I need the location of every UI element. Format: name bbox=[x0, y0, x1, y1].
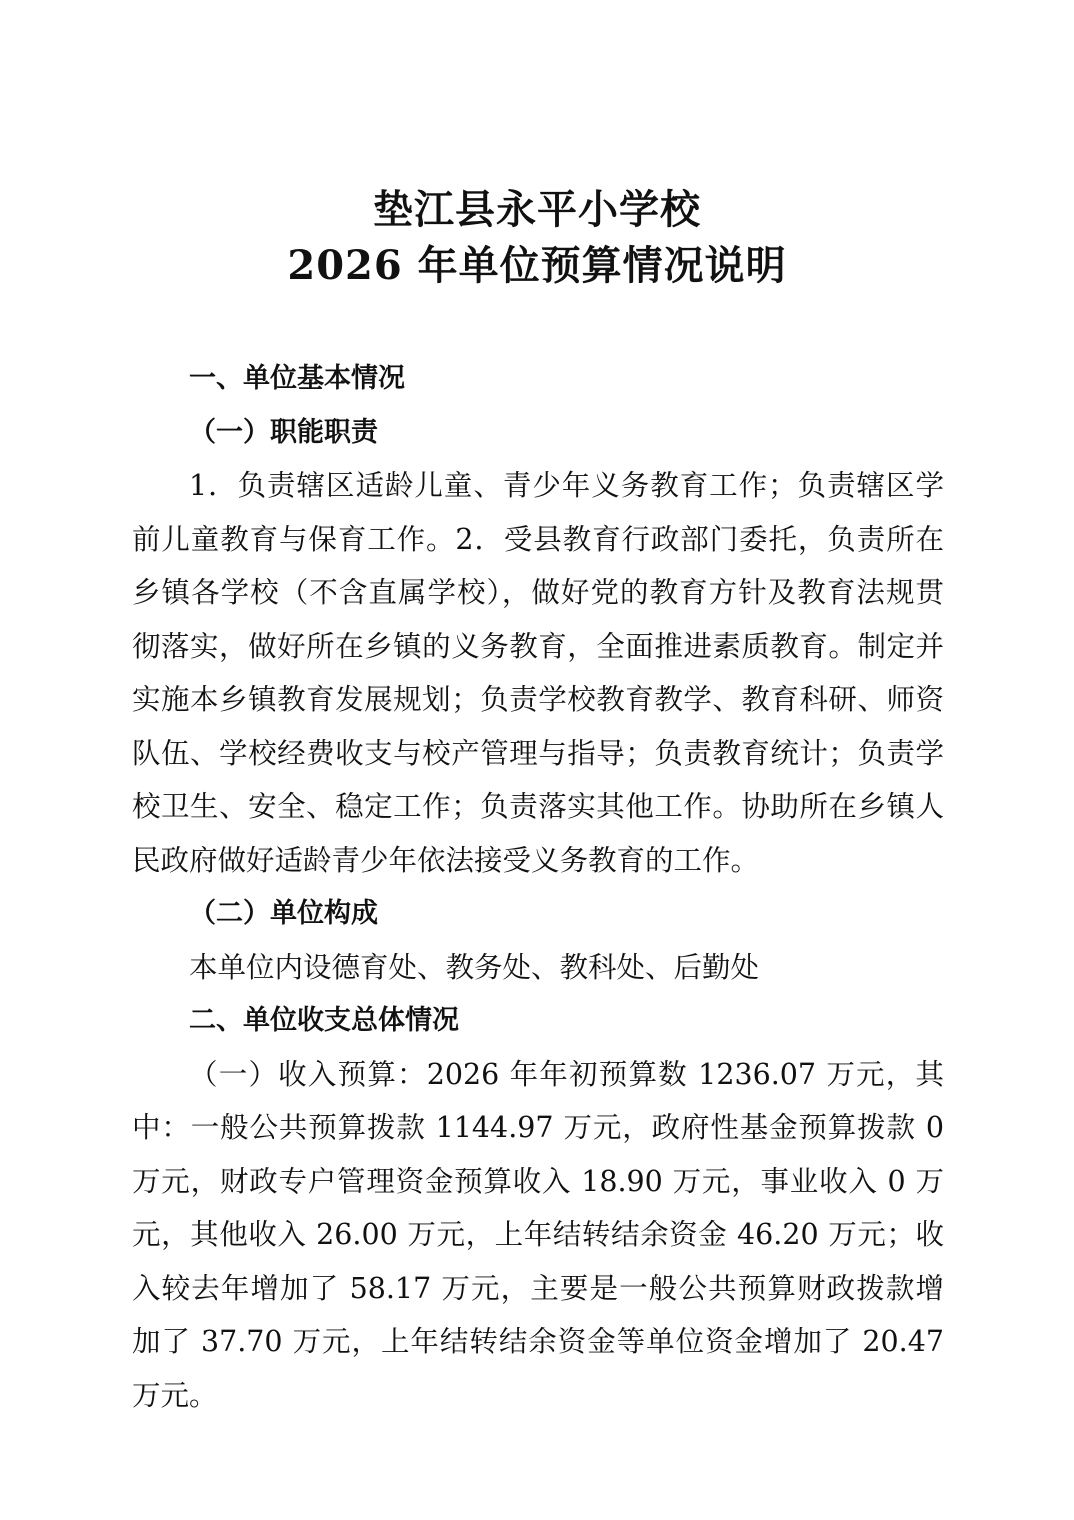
document-title-line2: 2026 年单位预算情况说明 bbox=[287, 242, 787, 289]
section1-sub2-heading: （二）单位构成 bbox=[189, 898, 378, 929]
section1-sub1-heading: （一）职能职责 bbox=[189, 416, 378, 448]
duties-paragraph: 1．负责辖区适龄儿童、青少年义务教育工作；负责辖区学前儿童教育与保育工作。2．受县教育行政部门委托，负责所在乡镇各学校（不含直属学校），做好党的教育方针及教育法规贯彻落实，做好所在乡镇的义务教育，全面推进素质教育。制定并实施本乡镇教育发展规划；负责学校教育教学、教育科研、师资队伍、学校经费收支与校产管理与指导；负责教育统计；负责学校卫生、安全、稳定工作；负责落实其他工作。协助所在乡镇人民政府做好适龄青少年依法接受义务教育的工作。 bbox=[132, 469, 944, 877]
document-body bbox=[132, 352, 944, 1422]
composition-paragraph: 本单位内设德育处、教务处、教科处、后勤处 bbox=[189, 950, 760, 984]
income-budget-paragraph: （一）收入预算：2026 年年初预算数 1236.07 万元，其中：一般公共预算拨款 1144.97 万元，政府性基金预算拨款 0 万元，财政专户管理资金预算收入 18.90 万元，事业收入 0 万元，其他收入 26.00 万元，上年结转结余资金 46.20 万元；收入较去年增加了 58.17 万元，主要是一般公共预算财政拨款增加了 37.70 万元，上年结转结余资金等单位资金增加了 20.47 万元。 bbox=[132, 1057, 944, 1412]
section2-heading: 二、单位收支总体情况 bbox=[189, 1005, 459, 1036]
section1-heading: 一、单位基本情况 bbox=[189, 363, 405, 394]
document-title-line1: 垫江县永平小学校 bbox=[373, 186, 701, 233]
